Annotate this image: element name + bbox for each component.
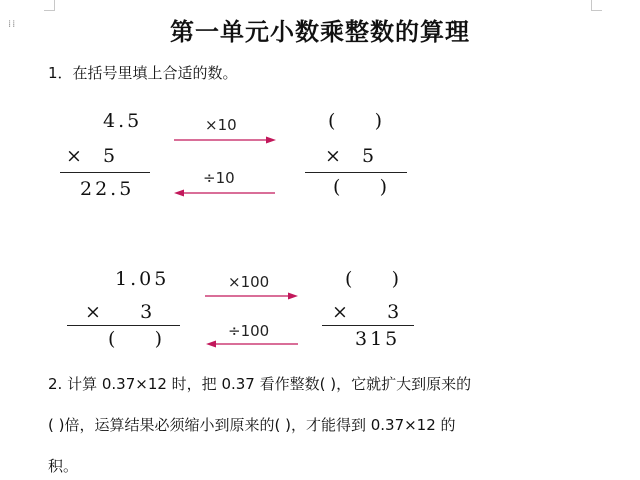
question-2-line-3: 积。 <box>48 457 79 475</box>
p1-right-top-blank[interactable]: ( ) <box>328 110 385 132</box>
p1-op-multiply: ×10 <box>205 116 237 134</box>
p1-right-mid: × 5 <box>325 145 378 167</box>
p2-op-divide: ÷100 <box>228 322 270 340</box>
p2-arrow-right-head <box>288 293 298 300</box>
question-2-line-2: ( )倍，运算结果必须缩小到原来的( )，才能得到 0.37×12 的 <box>48 416 456 434</box>
p1-right-bottom-blank[interactable]: ( ) <box>333 176 390 198</box>
p2-left-top: 1.05 <box>115 268 170 290</box>
p2-arrow-left-head <box>206 341 216 348</box>
page-title: 第一单元小数乘整数的算理 <box>170 18 470 46</box>
p2-op-multiply: ×100 <box>228 273 270 291</box>
p1-arrow-right-head <box>266 137 276 144</box>
p2-right-top-blank[interactable]: ( ) <box>345 268 402 290</box>
p2-right-bottom: 315 <box>355 328 401 350</box>
p1-op-divide: ÷10 <box>203 169 235 187</box>
p2-left-mid: × 3 <box>85 301 156 323</box>
p1-left-mid: × 5 <box>66 145 119 167</box>
p2-left-bottom-blank[interactable]: ( ) <box>108 328 165 350</box>
drag-handle-icon[interactable]: ⁞⁞ <box>8 19 17 30</box>
p2-right-mid: × 3 <box>332 301 403 323</box>
question-1-text: 1．在括号里填上合适的数。 <box>48 64 238 82</box>
p1-left-bottom: 22.5 <box>80 178 135 200</box>
question-2-line-1: 2. 计算 0.37×12 时，把 0.37 看作整数( )，它就扩大到原来的 <box>48 375 472 393</box>
p1-left-top: 4.5 <box>103 110 143 132</box>
p1-arrow-left-head <box>174 190 184 197</box>
